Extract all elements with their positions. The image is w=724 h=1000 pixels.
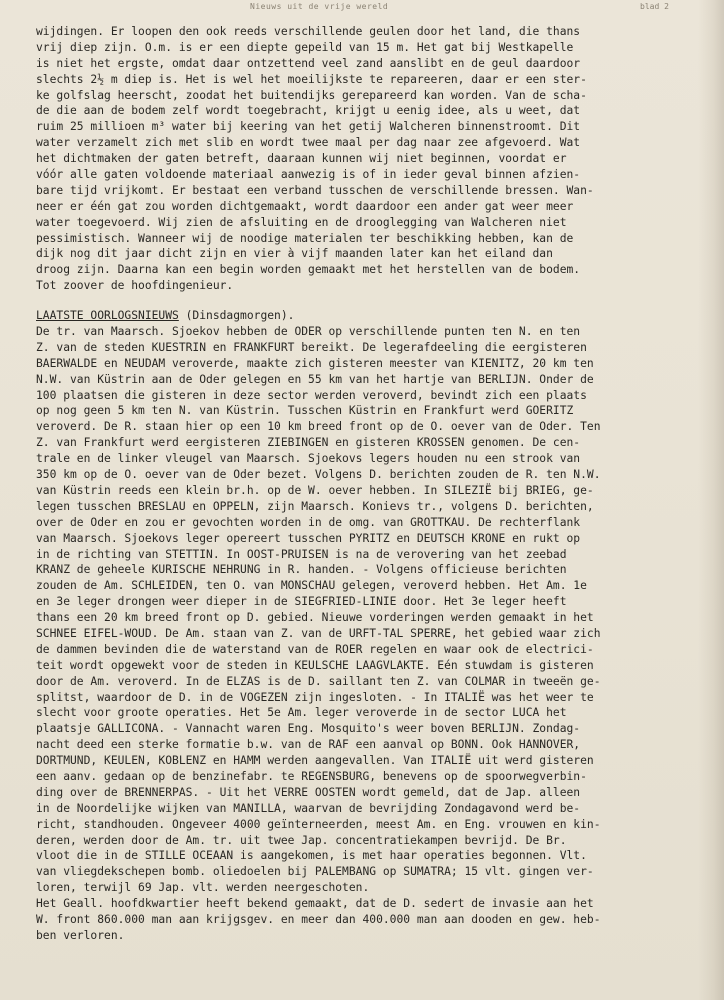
text-line: Z. van de steden KUESTRIN en FRANKFURT bereikt. De legerafdeeling die eergisteren — [36, 340, 587, 354]
text-line: teit wordt opgewekt voor de steden in KEULSCHE LAAGVLAKTE. Eén stuwdam is gisteren — [36, 658, 594, 672]
text-line: N.W. van Küstrin aan de Oder gelegen en 55 km van het hartje van BERLIJN. Onder de — [36, 372, 594, 386]
paragraph-gap — [36, 294, 704, 308]
section-heading-line — [36, 308, 704, 324]
text-line: 350 km op de O. oever van de Oder bezet. Volgens D. berichten zouden de R. ten N.W. — [36, 468, 601, 482]
text-line: zouden de Am. SCHLEIDEN, ten O. van MONSCHAU gelegen, veroverd hebben. Het Am. 1e — [36, 579, 587, 593]
section-heading-suffix: (Dinsdagmorgen). — [178, 309, 295, 323]
page-header — [0, 2, 724, 18]
text-line: het dichtmaken der gaten betreft, daaraan kunnen wij niet beginnen, voordat er — [36, 152, 567, 166]
text-line: water toegevoerd. Wij zien de afsluiting en de drooglegging van Walcheren niet — [36, 215, 567, 229]
text-line: bare tijd vrijkomt. Er bestaat een verband tusschen de verschillende bressen. Wan- — [36, 183, 594, 197]
text-line: SCHNEE EIFEL-WOUD. De Am. staan van Z. van de URFT-TAL SPERRE, het gebied waar zich — [36, 626, 601, 640]
text-line: deren, werden door de Am. tr. uit twee Jap. concentratiekampen bevrijd. De Br. — [36, 833, 567, 847]
text-line: wijdingen. Er loopen den ook reeds verschillende geulen door het land, die thans — [36, 25, 581, 38]
text-line: water verzamelt zich met slib en wordt twee maal per dag naar zee afgevoerd. Wat — [36, 136, 581, 150]
text-line: thans een 20 km breed front op D. gebied. Nieuwe vorderingen werden gemaakt in het — [36, 611, 594, 625]
text-line: van vliegdekschepen bomb. oliedoelen bij PALEMBANG op SUMATRA; 15 vlt. gingen ver- — [36, 865, 594, 879]
text-line: DORTMUND, KEULEN, KOBLENZ en HAMM werden aangevallen. Van ITALIË uit werd gisteren — [36, 754, 594, 768]
text-line: nacht deed een sterke formatie b.w. van de RAF een aanval op BONN. Ook HANNOVER, — [36, 738, 581, 752]
text-line: veroverd. De R. staan hier op een 10 km breed front op de O. oever van de Oder. Ten — [36, 420, 601, 434]
typewritten-text — [36, 24, 704, 944]
text-line: splitst, waardoor de D. in de VOGEZEN zijn ingesloten. - In ITALIË was het weer te — [36, 690, 594, 704]
text-line: droog zijn. Daarna kan een begin worden gemaakt met het herstellen van de bodem. — [36, 263, 581, 277]
text-line: pessimistisch. Wanneer wij de noodige materialen ter beschikking hebben, kan de — [36, 231, 574, 245]
header-title: Nieuws uit de vrije wereld — [250, 2, 389, 11]
text-line: in de Noordelijke wijken van MANILLA, waarvan de bevrijding Zondagavond werd be- — [36, 801, 581, 815]
text-line: is niet het ergste, omdat daar ontzettend veel zand aanslibt en de geul daardoor — [36, 56, 581, 70]
text-line: De tr. van Maarsch. Sjoekov hebben de ODER op verschillende punten ten N. en ten — [36, 325, 581, 339]
text-line: loren, terwijl 69 Jap. vlt. werden neergeschoten. — [36, 881, 370, 895]
text-line: W. front 860.000 man aan krijgsgev. en meer dan 400.000 man aan dooden en gew. heb- — [36, 912, 601, 926]
text-line: de die aan de bodem zelf wordt toegebracht, krijgt u eenig idee, als u weet, dat — [36, 104, 581, 118]
text-line: slechts 2½ m diep is. Het is wel het moeilijkste te repareeren, daar er een ster- — [36, 72, 587, 86]
text-line: BAERWALDE en NEUDAM veroverde, maakte zich gisteren meester van KIENITZ, 20 km ten — [36, 356, 594, 370]
text-line: plaatsje GALLICONA. - Vannacht waren Eng. Mosquito's weer boven BERLIJN. Zondag- — [36, 722, 581, 736]
text-line: ben verloren. — [36, 928, 125, 942]
paragraph-walcheren — [36, 24, 704, 294]
text-line: ruim 25 millioen m³ water bij keering van het getij Walcheren binnenstroomt. Dit — [36, 120, 581, 134]
text-line: 100 plaatsen die gisteren in deze sector werden veroverd, bevindt zich een plaats — [36, 388, 587, 402]
text-line: slecht voor groote operaties. Het 5e Am. leger veroverde in de sector LUCA het — [36, 706, 567, 720]
text-line: richt, standhouden. Ongeveer 4000 geïnterneerden, meest Am. en Eng. vrouwen en kin- — [36, 817, 601, 831]
text-line: Z. van Frankfurt werd eergisteren ZIEBINGEN en gisteren KROSSEN genomen. De cen- — [36, 436, 581, 450]
text-line: Tot zoover de hoofdingenieur. — [36, 279, 234, 293]
text-line: vrij diep zijn. O.m. is er een diepte gepeild van 15 m. Het gat bij Westkapelle — [36, 40, 574, 54]
text-line: legen tusschen BRESLAU en OPPELN, zijn Maarsch. Konievs tr., volgens D. berichten, — [36, 499, 594, 513]
text-line: trale en de linker vleugel van Maarsch. Sjoekovs legers houden nu een strook van — [36, 452, 581, 466]
section-war-news — [36, 308, 704, 944]
section-heading: LAATSTE OORLOGSNIEUWS — [36, 309, 179, 323]
text-line: KRANZ de geheele KURISCHE NEHRUNG in R. handen. - Volgens officieuse berichten — [36, 563, 567, 577]
text-line: Het Geall. hoofdkwartier heeft bekend gemaakt, dat de D. sedert de invasie aan het — [36, 897, 594, 911]
text-line: ding over de BRENNERPAS. - Uit het VERRE OOSTEN wordt gemeld, dat de Jap. alleen — [36, 785, 581, 799]
text-line: van Maarsch. Sjoekovs leger opereert tusschen PYRITZ en DEUTSCH KRONE en rukt op — [36, 531, 581, 545]
text-line: de dammen bevinden die de waterstand van de ROER regelen en waar ook de electrici- — [36, 642, 594, 656]
text-line: en 3e leger drongen weer dieper in de SIEGFRIED-LINIE door. Het 3e leger heeft — [36, 595, 567, 609]
header-page-number: blad 2 — [640, 2, 669, 11]
text-line: in de richting van STETTIN. In OOST-PRUISEN is na de verovering van het zeebad — [36, 547, 567, 561]
text-line: op nog geen 5 km ten N. van Küstrin. Tusschen Küstrin en Frankfurt werd GOERITZ — [36, 404, 574, 418]
text-line: een aanv. gedaan op de benzinefabr. te REGENSBURG, benevens op de spoorwegverbin- — [36, 769, 587, 783]
text-line: door de Am. veroverd. In de ELZAS is de D. saillant ten Z. van COLMAR in tweeën ge- — [36, 674, 601, 688]
text-line: vóór alle gaten voldoende materiaal aanwezig is of in ieder geval binnen afzien- — [36, 168, 581, 182]
text-line: over de Oder en zou er gevochten worden in de omg. van GROTTKAU. De rechterflank — [36, 515, 581, 529]
text-line: van Küstrin reeds een klein br.h. op de W. oever hebben. In SILEZIË bij BRIEG, ge- — [36, 483, 594, 497]
text-line: vloot die in de STILLE OCEAAN is aangekomen, is met haar operaties begonnen. Vlt. — [36, 849, 587, 863]
text-line: ke golfslag heerscht, zoodat het buitendijks gerepareerd kan worden. Van de scha- — [36, 88, 587, 102]
text-line: dijk nog dit jaar dicht zijn en vier à vijf maanden later kan het eiland dan — [36, 247, 553, 261]
text-line: neer er één gat zou worden dichtgemaakt, wordt daardoor een ander gat weer meer — [36, 199, 574, 213]
